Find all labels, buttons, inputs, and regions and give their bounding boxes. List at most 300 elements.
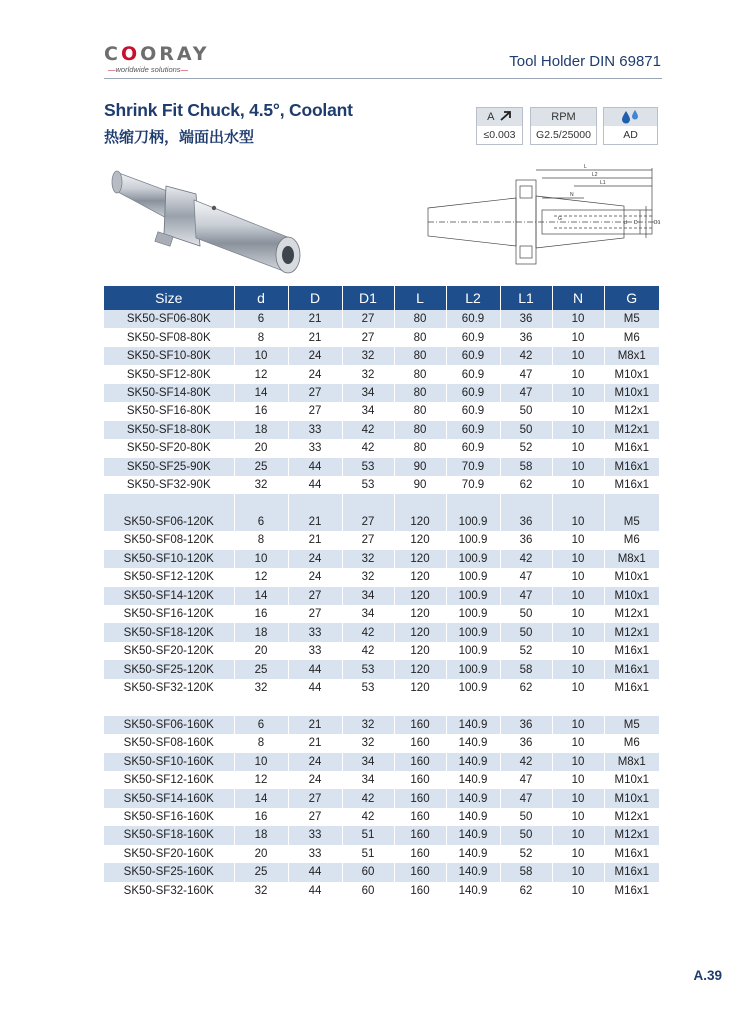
rpm-badge xyxy=(530,107,597,145)
value-cell: 42 xyxy=(342,623,394,641)
value-cell: 36 xyxy=(500,716,552,734)
size-cell: SK50-SF20-80K xyxy=(104,439,234,457)
value-cell: 140.9 xyxy=(446,845,500,863)
dim-label-n: N xyxy=(570,192,574,198)
value-cell: M10x1 xyxy=(614,571,650,584)
size-cell: SK50-SF10-160K xyxy=(104,753,234,771)
table-row xyxy=(104,753,659,771)
value-cell: M5 xyxy=(604,513,659,531)
size-cell: SK50-SF14-160K xyxy=(104,789,234,807)
value-cell: 52 xyxy=(500,845,552,863)
value-cell: 160 xyxy=(394,753,446,771)
value-cell: 80 xyxy=(394,421,446,439)
value-cell: 10 xyxy=(552,531,604,549)
value-cell: 42 xyxy=(342,439,394,457)
value-cell: M16x1 xyxy=(614,645,650,658)
value-cell: 44 xyxy=(288,863,342,881)
table-row xyxy=(104,605,659,623)
technical-drawing xyxy=(424,160,664,280)
value-cell: 120 xyxy=(394,679,446,697)
coolant-badge xyxy=(603,107,658,145)
size-cell: SK50-SF12-160K xyxy=(104,771,234,789)
size-cell: SK50-SF25-120K xyxy=(104,660,234,678)
value-cell: 50 xyxy=(500,826,552,844)
value-cell: M10x1 xyxy=(614,774,650,787)
value-cell: 10 xyxy=(234,550,288,568)
value-cell: 60 xyxy=(342,882,394,900)
value-cell: 27 xyxy=(342,328,394,346)
table-row xyxy=(104,808,659,826)
value-cell: 50 xyxy=(500,402,552,420)
value-cell: 12 xyxy=(234,568,288,586)
value-cell: 10 xyxy=(552,679,604,697)
table-row xyxy=(104,826,659,844)
value-cell: 24 xyxy=(288,753,342,771)
table-row xyxy=(104,789,659,807)
value-cell: 32 xyxy=(234,882,288,900)
logo-tagline: worldwide solutions xyxy=(115,65,181,74)
dim-label-l: L xyxy=(584,164,587,170)
value-cell: M12x1 xyxy=(604,826,659,844)
value-cell: 36 xyxy=(500,310,552,328)
table-row xyxy=(104,347,659,365)
logo-wordmark: COORAY xyxy=(104,43,210,65)
value-cell: 60.9 xyxy=(446,328,500,346)
value-cell: 33 xyxy=(288,439,342,457)
value-cell: 140.9 xyxy=(446,826,500,844)
size-cell: SK50-SF16-160K xyxy=(104,808,234,826)
value-cell: 21 xyxy=(288,734,342,752)
value-cell: M16x1 xyxy=(614,442,650,455)
size-cell: SK50-SF16-80K xyxy=(104,402,234,420)
table-row xyxy=(104,660,659,678)
value-cell: 80 xyxy=(394,365,446,383)
value-cell: 10 xyxy=(552,458,604,476)
value-cell: 32 xyxy=(342,347,394,365)
value-cell: M5 xyxy=(604,310,659,328)
table-row xyxy=(104,458,659,476)
value-cell: 32 xyxy=(342,568,394,586)
value-cell: 25 xyxy=(234,660,288,678)
value-cell: 10 xyxy=(552,734,604,752)
value-cell: M16x1 xyxy=(614,884,650,897)
value-cell: M12x1 xyxy=(614,608,650,621)
value-cell: 58 xyxy=(500,863,552,881)
specification-table xyxy=(104,286,659,900)
value-cell: 16 xyxy=(234,605,288,623)
size-cell: SK50-SF25-90K xyxy=(104,458,234,476)
value-cell: 27 xyxy=(342,513,394,531)
table-row xyxy=(104,550,659,568)
value-cell: 10 xyxy=(552,605,604,623)
size-cell: SK50-SF18-120K xyxy=(104,623,234,641)
size-cell: SK50-SF10-80K xyxy=(104,347,234,365)
value-cell: 120 xyxy=(394,587,446,605)
table-row xyxy=(104,845,659,863)
table-row xyxy=(104,771,659,789)
table-row xyxy=(104,439,659,457)
size-cell: SK50-SF12-80K xyxy=(104,365,234,383)
value-cell: 42 xyxy=(342,642,394,660)
value-cell: 10 xyxy=(552,826,604,844)
coolant-type-value: AD xyxy=(623,129,638,141)
coolant-drops-icon xyxy=(620,109,642,125)
table-row xyxy=(104,716,659,734)
value-cell: 120 xyxy=(394,550,446,568)
size-cell: SK50-SF18-80K xyxy=(104,421,234,439)
value-cell: 60.9 xyxy=(446,347,500,365)
value-cell: 42 xyxy=(342,808,394,826)
value-cell: 34 xyxy=(342,384,394,402)
value-cell: 10 xyxy=(552,439,604,457)
value-cell: 6 xyxy=(234,310,288,328)
table-row xyxy=(104,402,659,420)
value-cell: 10 xyxy=(552,347,604,365)
runout-value: ≤0.003 xyxy=(483,129,516,141)
value-cell: 32 xyxy=(342,365,394,383)
value-cell: 10 xyxy=(552,863,604,881)
value-cell: M16x1 xyxy=(614,479,650,492)
size-cell: SK50-SF10-120K xyxy=(104,550,234,568)
value-cell: 100.9 xyxy=(446,642,500,660)
table-row xyxy=(104,476,659,494)
value-cell: 160 xyxy=(394,808,446,826)
value-cell: 120 xyxy=(394,660,446,678)
value-cell: 8 xyxy=(234,734,288,752)
balance-rpm-value: G2.5/25000 xyxy=(536,129,591,141)
value-cell: M6 xyxy=(623,534,640,547)
value-cell: 10 xyxy=(552,402,604,420)
value-cell: 10 xyxy=(552,660,604,678)
table-row xyxy=(104,328,659,346)
value-cell: 62 xyxy=(500,476,552,494)
value-cell: M16x1 xyxy=(604,458,659,476)
value-cell: 44 xyxy=(288,882,342,900)
value-cell: 27 xyxy=(288,808,342,826)
value-cell: 60.9 xyxy=(446,310,500,328)
value-cell: 50 xyxy=(500,605,552,623)
table-row xyxy=(104,365,659,383)
value-cell: 32 xyxy=(342,550,394,568)
value-cell: 47 xyxy=(500,384,552,402)
table-row xyxy=(104,642,659,660)
value-cell: 60 xyxy=(342,863,394,881)
table-row xyxy=(104,863,659,881)
value-cell: M8x1 xyxy=(604,753,659,771)
value-cell: 6 xyxy=(234,513,288,531)
value-cell: 58 xyxy=(500,660,552,678)
value-cell: 27 xyxy=(288,789,342,807)
size-cell: SK50-SF12-120K xyxy=(104,568,234,586)
value-cell: M12x1 xyxy=(604,623,659,641)
value-cell: 21 xyxy=(288,328,342,346)
value-cell: 120 xyxy=(394,642,446,660)
value-cell: 47 xyxy=(500,568,552,586)
product-title-cn: 热缩刀柄，端面出水型 xyxy=(104,128,255,146)
value-cell: 80 xyxy=(394,384,446,402)
value-cell: 44 xyxy=(288,458,342,476)
table-row xyxy=(104,384,659,402)
value-cell: 120 xyxy=(394,605,446,623)
size-cell: SK50-SF08-160K xyxy=(104,734,234,752)
dim-label-d: D xyxy=(634,220,638,226)
value-cell: 140.9 xyxy=(446,863,500,881)
value-cell: 33 xyxy=(288,421,342,439)
size-cell: SK50-SF32-120K xyxy=(104,679,234,697)
size-cell: SK50-SF06-160K xyxy=(104,716,234,734)
value-cell: 60.9 xyxy=(446,384,500,402)
column-header: G xyxy=(604,286,659,310)
value-cell: 33 xyxy=(288,623,342,641)
value-cell: 10 xyxy=(552,476,604,494)
value-cell: M16x1 xyxy=(614,847,650,860)
value-cell: 90 xyxy=(394,476,446,494)
value-cell: 140.9 xyxy=(446,882,500,900)
value-cell: 160 xyxy=(394,771,446,789)
value-cell: 10 xyxy=(552,716,604,734)
value-cell: 160 xyxy=(394,734,446,752)
column-header: L xyxy=(394,286,446,310)
value-cell: 140.9 xyxy=(446,716,500,734)
value-cell: 16 xyxy=(234,808,288,826)
size-cell: SK50-SF08-120K xyxy=(104,531,234,549)
arrow-up-right-icon xyxy=(500,111,512,121)
value-cell: 160 xyxy=(394,789,446,807)
value-cell: 100.9 xyxy=(446,623,500,641)
value-cell: 120 xyxy=(394,568,446,586)
value-cell: 120 xyxy=(394,623,446,641)
value-cell: 100.9 xyxy=(446,605,500,623)
value-cell: 62 xyxy=(500,679,552,697)
value-cell: M6 xyxy=(623,331,640,344)
product-photo xyxy=(104,150,314,285)
value-cell: 70.9 xyxy=(446,458,500,476)
size-cell: SK50-SF20-160K xyxy=(104,845,234,863)
value-cell: 8 xyxy=(234,531,288,549)
value-cell: 10 xyxy=(552,789,604,807)
value-cell: 10 xyxy=(552,568,604,586)
value-cell: 27 xyxy=(288,384,342,402)
value-cell: 140.9 xyxy=(446,789,500,807)
value-cell: 32 xyxy=(342,716,394,734)
value-cell: 14 xyxy=(234,384,288,402)
value-cell: 32 xyxy=(234,679,288,697)
value-cell: 50 xyxy=(500,623,552,641)
value-cell: 33 xyxy=(288,845,342,863)
value-cell: 160 xyxy=(394,826,446,844)
size-cell: SK50-SF16-120K xyxy=(104,605,234,623)
value-cell: 52 xyxy=(500,642,552,660)
value-cell: 10 xyxy=(552,310,604,328)
value-cell: 10 xyxy=(552,845,604,863)
table-row xyxy=(104,531,659,549)
value-cell: 100.9 xyxy=(446,587,500,605)
value-cell: 160 xyxy=(394,882,446,900)
value-cell: 16 xyxy=(234,402,288,420)
value-cell: M5 xyxy=(604,716,659,734)
value-cell: 100.9 xyxy=(446,679,500,697)
table-row xyxy=(104,882,659,900)
value-cell: 10 xyxy=(552,365,604,383)
value-cell: 50 xyxy=(500,421,552,439)
value-cell: 44 xyxy=(288,476,342,494)
value-cell: 58 xyxy=(500,458,552,476)
value-cell: 160 xyxy=(394,716,446,734)
dim-label-d1: D1 xyxy=(654,220,661,226)
value-cell: M12x1 xyxy=(604,421,659,439)
value-cell: 36 xyxy=(500,513,552,531)
value-cell: 34 xyxy=(342,771,394,789)
size-cell: SK50-SF25-160K xyxy=(104,863,234,881)
runout-label: A xyxy=(487,111,494,123)
value-cell: 10 xyxy=(552,808,604,826)
value-cell: 27 xyxy=(288,402,342,420)
value-cell: 80 xyxy=(394,402,446,420)
group-separator-row xyxy=(104,697,659,715)
value-cell: 60.9 xyxy=(446,402,500,420)
column-header: D1 xyxy=(342,286,394,310)
value-cell: 80 xyxy=(394,328,446,346)
value-cell: 18 xyxy=(234,623,288,641)
value-cell: 140.9 xyxy=(446,808,500,826)
value-cell: 24 xyxy=(288,568,342,586)
value-cell: 10 xyxy=(234,347,288,365)
table-header-row xyxy=(104,286,659,310)
column-header: Size xyxy=(104,286,234,310)
value-cell: 47 xyxy=(500,587,552,605)
size-cell: SK50-SF32-160K xyxy=(104,882,234,900)
value-cell: 27 xyxy=(288,587,342,605)
header-divider xyxy=(104,78,662,79)
value-cell: 34 xyxy=(342,587,394,605)
value-cell: 10 xyxy=(552,421,604,439)
value-cell: 36 xyxy=(500,734,552,752)
rpm-label: RPM xyxy=(531,108,596,126)
value-cell: M6 xyxy=(623,737,640,750)
value-cell: 8 xyxy=(234,328,288,346)
value-cell: 53 xyxy=(342,679,394,697)
value-cell: 10 xyxy=(552,328,604,346)
value-cell: 10 xyxy=(552,587,604,605)
value-cell: 24 xyxy=(288,365,342,383)
size-cell: SK50-SF06-80K xyxy=(104,310,234,328)
column-header: d xyxy=(234,286,288,310)
page-number: A.39 xyxy=(693,968,722,983)
value-cell: 44 xyxy=(288,660,342,678)
value-cell: 10 xyxy=(234,753,288,771)
table-row xyxy=(104,679,659,697)
value-cell: M10x1 xyxy=(604,789,659,807)
value-cell: 10 xyxy=(552,550,604,568)
size-cell: SK50-SF14-120K xyxy=(104,587,234,605)
runout-accuracy-badge xyxy=(476,107,523,145)
size-cell: SK50-SF18-160K xyxy=(104,826,234,844)
column-header: L2 xyxy=(446,286,500,310)
value-cell: 10 xyxy=(552,623,604,641)
table-row xyxy=(104,568,659,586)
table-row xyxy=(104,513,659,531)
value-cell: 14 xyxy=(234,789,288,807)
value-cell: 20 xyxy=(234,439,288,457)
value-cell: M8x1 xyxy=(604,550,659,568)
value-cell: 53 xyxy=(342,476,394,494)
company-logo: COORAY —worldwide solutions— xyxy=(104,44,254,78)
value-cell: 80 xyxy=(394,310,446,328)
value-cell: 10 xyxy=(552,384,604,402)
size-cell: SK50-SF08-80K xyxy=(104,328,234,346)
size-cell: SK50-SF14-80K xyxy=(104,384,234,402)
value-cell: 60.9 xyxy=(446,439,500,457)
value-cell: 36 xyxy=(500,328,552,346)
value-cell: M16x1 xyxy=(614,681,650,694)
value-cell: 10 xyxy=(552,642,604,660)
value-cell: 100.9 xyxy=(446,550,500,568)
value-cell: 140.9 xyxy=(446,734,500,752)
value-cell: 60.9 xyxy=(446,421,500,439)
value-cell: 21 xyxy=(288,716,342,734)
value-cell: 25 xyxy=(234,458,288,476)
value-cell: 32 xyxy=(234,476,288,494)
value-cell: 12 xyxy=(234,365,288,383)
value-cell: 160 xyxy=(394,863,446,881)
value-cell: 33 xyxy=(288,642,342,660)
value-cell: 10 xyxy=(552,771,604,789)
value-cell: 120 xyxy=(394,513,446,531)
dim-label-g: G xyxy=(558,216,562,222)
value-cell: 47 xyxy=(500,789,552,807)
value-cell: 14 xyxy=(234,587,288,605)
value-cell: 34 xyxy=(342,753,394,771)
size-cell: SK50-SF06-120K xyxy=(104,513,234,531)
value-cell: 51 xyxy=(342,826,394,844)
value-cell: 44 xyxy=(288,679,342,697)
value-cell: 6 xyxy=(234,716,288,734)
table-row xyxy=(104,587,659,605)
value-cell: M16x1 xyxy=(604,660,659,678)
value-cell: 100.9 xyxy=(446,513,500,531)
value-cell: 10 xyxy=(552,753,604,771)
dim-label-l2: L2 xyxy=(592,172,598,178)
value-cell: M10x1 xyxy=(604,384,659,402)
value-cell: 53 xyxy=(342,458,394,476)
value-cell: 21 xyxy=(288,531,342,549)
value-cell: 24 xyxy=(288,550,342,568)
value-cell: 24 xyxy=(288,771,342,789)
value-cell: 42 xyxy=(342,789,394,807)
table-row xyxy=(104,734,659,752)
value-cell: 12 xyxy=(234,771,288,789)
table-row xyxy=(104,623,659,641)
size-cell: SK50-SF20-120K xyxy=(104,642,234,660)
value-cell: 100.9 xyxy=(446,660,500,678)
value-cell: 25 xyxy=(234,863,288,881)
value-cell: 51 xyxy=(342,845,394,863)
value-cell: M16x1 xyxy=(604,863,659,881)
value-cell: 50 xyxy=(500,808,552,826)
catalog-section-title: Tool Holder DIN 69871 xyxy=(509,53,661,70)
value-cell: 140.9 xyxy=(446,753,500,771)
value-cell: M10x1 xyxy=(604,587,659,605)
value-cell: 27 xyxy=(342,310,394,328)
value-cell: 32 xyxy=(342,734,394,752)
value-cell: 21 xyxy=(288,310,342,328)
value-cell: 100.9 xyxy=(446,568,500,586)
value-cell: 90 xyxy=(394,458,446,476)
value-cell: 62 xyxy=(500,882,552,900)
product-title-en: Shrink Fit Chuck, 4.5°, Coolant xyxy=(104,100,353,120)
value-cell: 42 xyxy=(500,550,552,568)
dim-label-l1: L1 xyxy=(600,180,606,186)
